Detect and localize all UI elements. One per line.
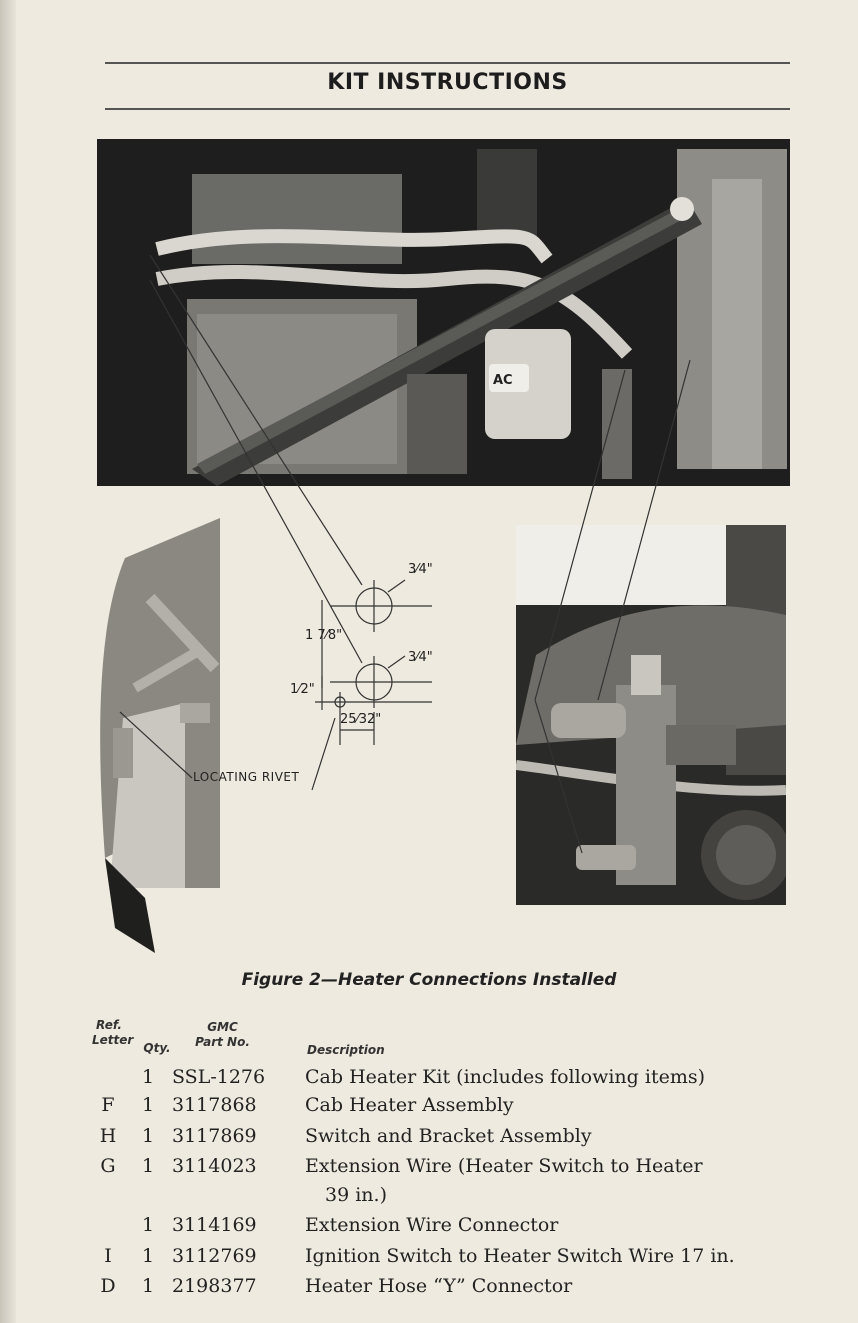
header-qty: Qty. (143, 1041, 171, 1055)
table-row: D 1 2198377 Heater Hose “Y” Connector (100, 1275, 573, 1297)
table-row: I 1 3112769 Ignition Switch to Heater Switch Wire 17 in. (104, 1245, 735, 1267)
engine-photo-closeup (516, 525, 786, 905)
dim-offset-vertical: 1⁄2" (290, 682, 315, 697)
header-rule-bottom (105, 108, 790, 110)
header-ref: Ref. Letter (92, 1018, 134, 1047)
dim-hole-spacing: 1 7⁄8" (305, 628, 343, 643)
cab-panel-illustration (95, 518, 225, 953)
ac-filter-label: AC (493, 373, 513, 388)
header-part-no: GMC Part No. (195, 1020, 250, 1049)
header-description: Description (307, 1043, 385, 1057)
table-row-continuation: 39 in.) (325, 1184, 387, 1206)
dim-hole-upper: 3⁄4" (408, 562, 433, 577)
dim-offset-horizontal: 25⁄32" (340, 712, 382, 727)
table-row: 1 SSL-1276 Cab Heater Kit (includes following items) (141, 1066, 706, 1088)
table-row: 1 3114169 Extension Wire Connector (141, 1214, 559, 1236)
locating-rivet-label: LOCATING RIVET (193, 770, 300, 784)
page-title: KIT INSTRUCTIONS (327, 70, 568, 95)
figure-caption: Figure 2—Heater Connections Installed (241, 970, 617, 990)
table-row: F 1 3117868 Cab Heater Assembly (101, 1094, 514, 1116)
engine-photo-top (97, 139, 790, 486)
dim-hole-lower: 3⁄4" (408, 650, 433, 665)
header-rule-top (105, 62, 790, 64)
table-row: G 1 3114023 Extension Wire (Heater Switch to Heater (100, 1155, 703, 1177)
table-row: H 1 3117869 Switch and Bracket Assembly (99, 1125, 592, 1147)
